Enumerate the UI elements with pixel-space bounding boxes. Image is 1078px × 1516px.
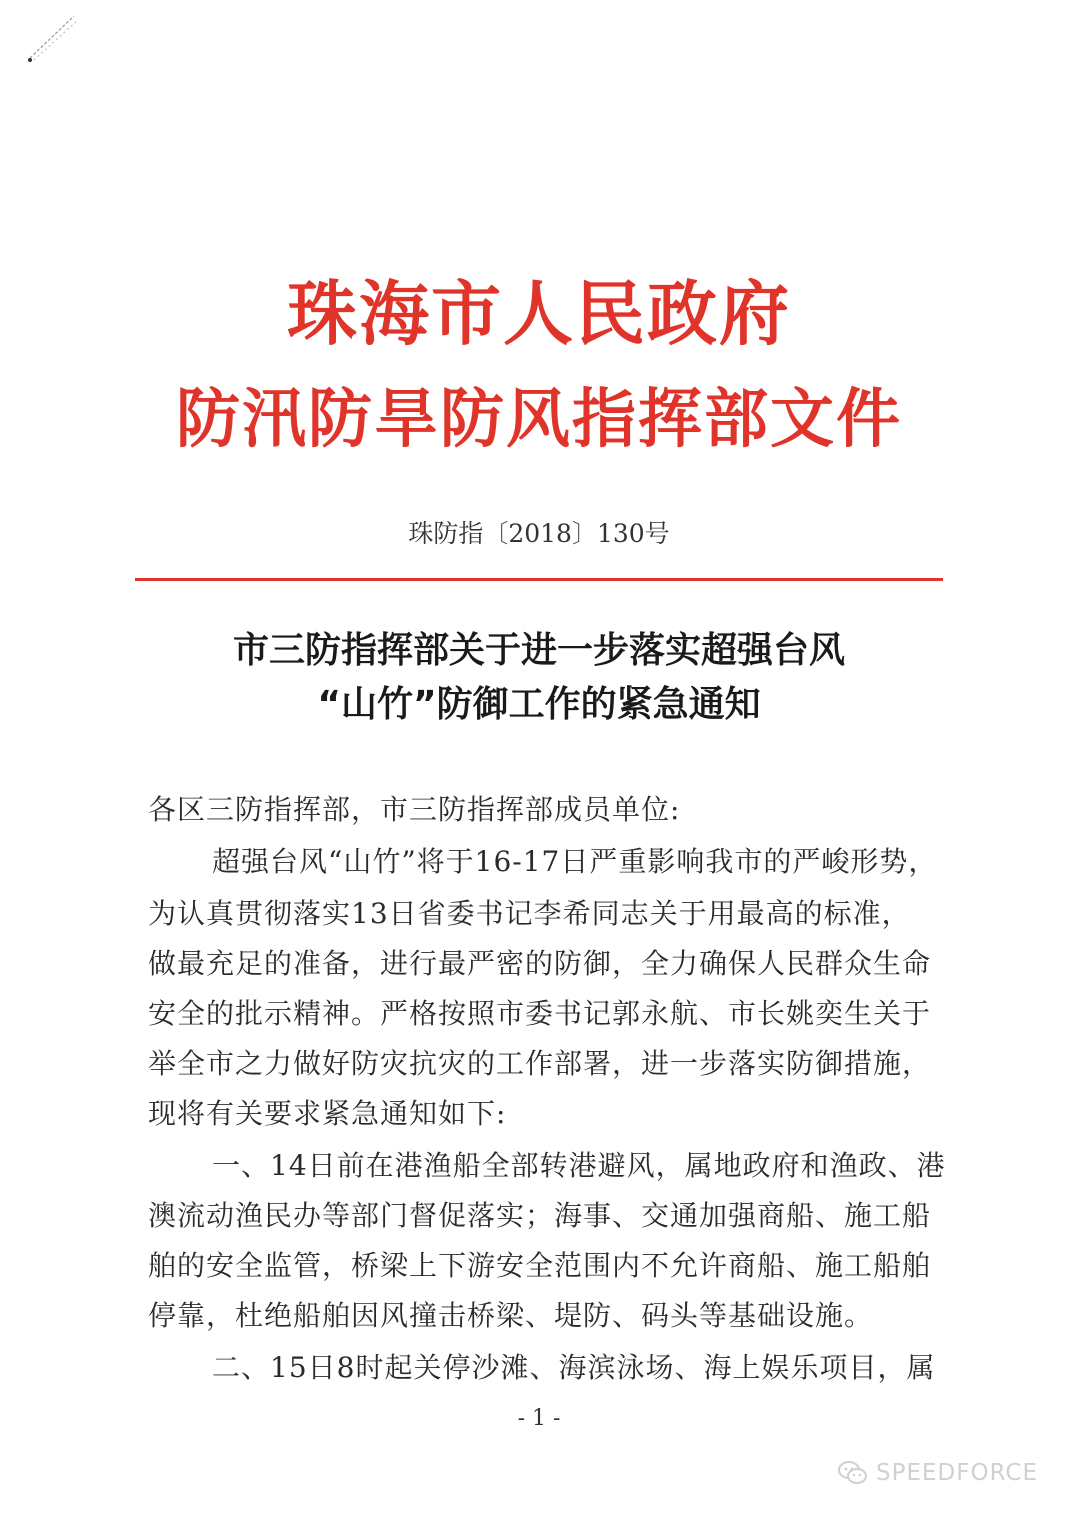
red-divider bbox=[135, 578, 943, 581]
paragraph-line: 为认真贯彻落实13日省委书记李希同志关于用最高的标准， bbox=[148, 897, 911, 930]
issuer-title-line1: 珠海市人民政府 bbox=[287, 272, 791, 355]
subject-line1: 市三防指挥部关于进一步落实超强台风 bbox=[232, 630, 845, 671]
paragraph-line: 舶的安全监管，桥梁上下游安全范围内不允许商船、施工船舶 bbox=[148, 1249, 932, 1282]
paragraph-line: 二、15日8时起关停沙滩、海滨泳场、海上娱乐项目，属 bbox=[212, 1351, 936, 1384]
scan-mark-icon bbox=[22, 10, 82, 65]
issuer-title-line2: 防汛防旱防风指挥部文件 bbox=[176, 382, 902, 457]
paragraph-line: 澳流动渔民办等部门督促落实；海事、交通加强商船、施工船 bbox=[148, 1199, 932, 1232]
watermark bbox=[838, 1455, 1058, 1491]
document-number: 珠防指〔2018〕130号 bbox=[408, 519, 670, 548]
paragraph-line: 超强台风“山竹”将于16-17日严重影响我市的严峻形势， bbox=[212, 845, 938, 878]
paragraph-line: 举全市之力做好防灾抗灾的工作部署，进一步落实防御措施， bbox=[148, 1047, 932, 1080]
page-number: - 1 - bbox=[517, 1406, 561, 1431]
watermark-text: SPEEDFORCE bbox=[876, 1460, 1039, 1486]
paragraph-line: 停靠，杜绝船舶因风撞击桥梁、堤防、码头等基础设施。 bbox=[148, 1299, 874, 1332]
paragraph-line: 一、14日前在港渔船全部转港避风，属地政府和渔政、港 bbox=[212, 1149, 946, 1182]
paragraph-line: 安全的批示精神。严格按照市委书记郭永航、市长姚奕生关于 bbox=[148, 997, 932, 1030]
paragraph-line: 现将有关要求紧急通知如下: bbox=[148, 1097, 507, 1130]
paragraph-line: 做最充足的准备，进行最严密的防御，全力确保人民群众生命 bbox=[148, 947, 932, 980]
subject-line2: “山竹”防御工作的紧急通知 bbox=[317, 684, 761, 725]
wechat-icon bbox=[838, 1459, 868, 1487]
salutation: 各区三防指挥部，市三防指挥部成员单位: bbox=[148, 793, 681, 826]
